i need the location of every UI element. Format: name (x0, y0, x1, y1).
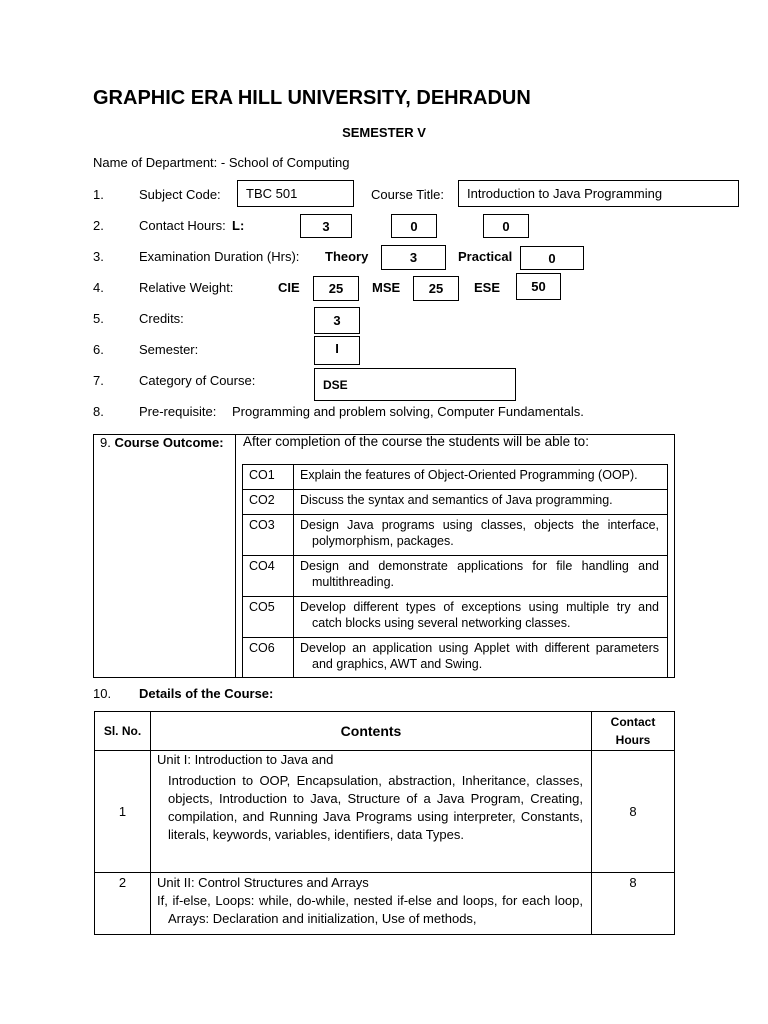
credits-label: Credits: (139, 311, 184, 326)
row-number: 4. (93, 280, 104, 295)
unit-body: If, if-else, Loops: while, do-while, nested if-else and loops, for each loop, Arrays: Declaration and initialization, Use of methods, (157, 893, 583, 926)
co-id: CO3 (243, 515, 294, 556)
mse-label: MSE (372, 280, 401, 295)
co-text: Design Java programs using classes, objects the interface, polymorphism, packages. (294, 515, 668, 556)
unit-title: Unit I: Introduction to Java and (157, 752, 334, 767)
unit-sl: 1 (95, 751, 151, 873)
table-row (243, 490, 668, 515)
theory-label: Theory (325, 249, 369, 264)
table-header-row (95, 712, 675, 751)
credits-field: 3 (314, 307, 360, 334)
semester-heading: SEMESTER V (342, 125, 426, 140)
lecture-label: L: (232, 218, 245, 233)
relative-weight-label: Relative Weight: (139, 280, 234, 295)
practical-label: Practical (458, 249, 513, 264)
table-row (95, 751, 675, 873)
cie-label: CIE (278, 280, 300, 295)
tutorial-hours-field: 0 (391, 214, 437, 238)
row-number: 2. (93, 218, 104, 233)
prerequisite-label: Pre-requisite: (139, 404, 217, 419)
table-row (243, 638, 668, 678)
divider (235, 434, 236, 678)
co-text: Develop an application using Applet with different parameters and graphics, AWT and Swing. (294, 638, 668, 678)
contact-hours-label: Contact Hours: (139, 218, 226, 233)
lecture-hours-field: 3 (300, 214, 352, 238)
table-row (243, 556, 668, 597)
semester-label: Semester: (139, 342, 199, 357)
co-id: CO5 (243, 597, 294, 638)
row-number: 1. (93, 187, 104, 202)
category-label: Category of Course: (139, 373, 256, 388)
university-title: GRAPHIC ERA HILL UNIVERSITY, DEHRADUN (93, 87, 531, 109)
co-text: Design and demonstrate applications for file handling and multithreading. (294, 556, 668, 597)
prerequisite-value: Programming and problem solving, Computer Fundamentals. (232, 404, 584, 419)
unit-sl: 2 (95, 873, 151, 935)
row-number: 7. (93, 373, 104, 388)
table-row (243, 597, 668, 638)
semester-field: I (314, 336, 360, 365)
co-id: CO1 (243, 465, 294, 490)
cie-field: 25 (313, 276, 359, 301)
table-row (95, 873, 675, 935)
unit-contents (151, 873, 592, 935)
row-number: 8. (93, 404, 104, 419)
unit-title: Unit II: Control Structures and Arrays (157, 875, 369, 890)
unit-body: Introduction to OOP, Encapsulation, abstraction, Inheritance, classes, objects, Introduction to Java, Structure of a Java Program, Creating, compilation, and Running Java Programs using interpreter, Constants, literals, keywords, variables, identifiers, data Types. (168, 773, 583, 842)
department-name: Name of Department: - School of Computing (93, 155, 350, 170)
row-number: 10. (93, 686, 112, 701)
practical-hours-field: 0 (483, 214, 529, 238)
co-id: CO2 (243, 490, 294, 515)
co-id: CO6 (243, 638, 294, 678)
subject-code-label: Subject Code: (139, 187, 221, 202)
mse-field: 25 (413, 276, 459, 301)
ese-label: ESE (474, 280, 501, 295)
unit-hours: 8 (592, 751, 675, 873)
unit-contents (151, 751, 592, 873)
course-title-field: Introduction to Java Programming (458, 180, 739, 207)
outcome-label: Course Outcome: (114, 435, 224, 450)
ese-field: 50 (516, 273, 561, 300)
row-number: 6. (93, 342, 104, 357)
table-row (243, 515, 668, 556)
co-text: Develop different types of exceptions using multiple try and catch blocks using several networking classes. (294, 597, 668, 638)
table-row (243, 465, 668, 490)
exam-duration-label: Examination Duration (Hrs): (139, 249, 300, 264)
contents-header: Contents (151, 712, 592, 751)
outcomes-list (242, 464, 668, 678)
subject-code-field: TBC 501 (237, 180, 354, 207)
course-details-table (94, 711, 675, 935)
co-text: Explain the features of Object-Oriented Programming (OOP). (294, 465, 668, 490)
sl-no-header: Sl. No. (95, 712, 151, 751)
course-title-label: Course Title: (371, 187, 444, 202)
details-heading: Details of the Course: (139, 686, 274, 701)
outcome-intro: After completion of the course the students will be able to: (243, 434, 589, 449)
category-field: DSE (314, 368, 516, 401)
co-id: CO4 (243, 556, 294, 597)
contact-hours-header: Contact Hours (592, 712, 675, 751)
course-outcome-heading (100, 435, 224, 450)
row-number: 3. (93, 249, 104, 264)
theory-duration-field: 3 (381, 245, 446, 270)
unit-hours: 8 (592, 873, 675, 935)
practical-duration-field: 0 (520, 246, 584, 270)
outcome-number: 9. (100, 435, 111, 450)
co-text: Discuss the syntax and semantics of Java programming. (294, 490, 668, 515)
row-number: 5. (93, 311, 104, 326)
